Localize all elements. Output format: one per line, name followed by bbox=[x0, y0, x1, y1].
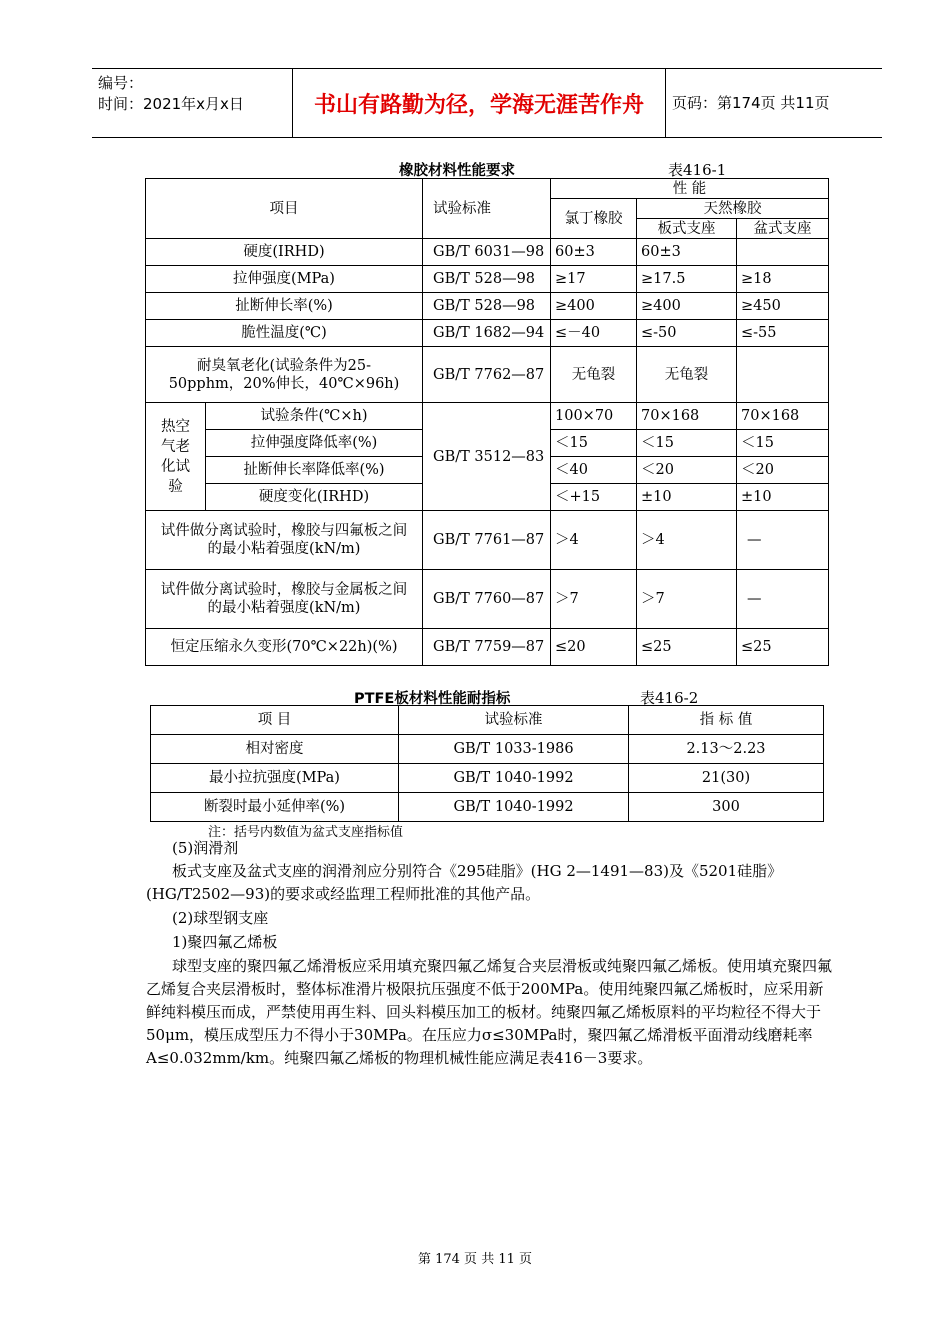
table-row bbox=[151, 764, 824, 793]
cell: 试件做分离试验时，橡胶与金属板之间的最小粘着强度(kN/m) bbox=[146, 570, 423, 629]
table-row bbox=[151, 735, 824, 764]
cell: 硬度变化(IRHD) bbox=[206, 484, 423, 511]
cell: GB/T 528—98 bbox=[423, 266, 551, 293]
table-row bbox=[146, 266, 829, 293]
th-natural-rubber: 天然橡胶 bbox=[637, 199, 829, 219]
cell: 断裂时最小延伸率(%) bbox=[151, 793, 399, 822]
th-standard: 试验标准 bbox=[399, 706, 629, 735]
table-row bbox=[146, 570, 829, 629]
cell: ≥17 bbox=[551, 266, 637, 293]
cell: ±10 bbox=[737, 484, 829, 511]
page-footer: 第 174 页 共 11 页 bbox=[417, 1252, 533, 1267]
cell: ＜20 bbox=[737, 457, 829, 484]
header-motto: 书山有路勤为径，学海无涯苦作舟 bbox=[292, 69, 666, 137]
section-heading-ptfe: 1)聚四氟乙烯板 bbox=[172, 933, 278, 951]
cell: 70×168 bbox=[737, 403, 829, 430]
cell: — bbox=[737, 511, 829, 570]
cell: ＞7 bbox=[637, 570, 737, 629]
table2-note: 注：括号内数值为盆式支座指标值 bbox=[208, 825, 404, 840]
cell: ≤-50 bbox=[637, 320, 737, 347]
table-row bbox=[146, 511, 829, 570]
date-label: 时间：2021年x月x日 bbox=[98, 95, 244, 113]
table-row bbox=[146, 403, 829, 430]
table2-number: 表416-2 bbox=[640, 689, 699, 707]
paragraph-ptfe: 球型支座的聚四氟乙烯滑板应采用填充聚四氟乙烯复合夹层滑板或纯聚四氟乙烯板。使用填充聚四氟乙烯复合夹层滑板时，整体标准滑片极限抗压强度不低于200MPa。使用纯聚四氟乙烯板时，应采用新鲜纯料模压而成，严禁使用再生料、回头料模压加工的板材。纯聚四氟乙烯板原料的平均粒径不得大于50μm，模压成型压力不得小于30MPa。在压应力σ≤30MPa时，聚四氟乙烯滑板平面滑动线磨耗率A≤0.032mm/km。纯聚四氟乙烯板的物理机械性能应满足表416－3要求。 bbox=[146, 957, 833, 1067]
header-page-number: 页码：第174页 共11页 bbox=[672, 94, 830, 112]
table-row bbox=[146, 320, 829, 347]
cell: GB/T 7759—87 bbox=[423, 629, 551, 666]
cell: 脆性温度(℃) bbox=[146, 320, 423, 347]
cell: 扯断伸长率降低率(%) bbox=[206, 457, 423, 484]
cell: ≤25 bbox=[637, 629, 737, 666]
cell: GB/T 1040-1992 bbox=[399, 793, 629, 822]
th-item: 项目 bbox=[146, 179, 423, 239]
cell: — bbox=[737, 570, 829, 629]
th-item: 项 目 bbox=[151, 706, 399, 735]
ptfe-properties-table bbox=[150, 705, 824, 822]
cell: 试验条件(℃×h) bbox=[206, 403, 423, 430]
cell: ≤25 bbox=[737, 629, 829, 666]
rubber-properties-table bbox=[145, 178, 829, 666]
th-chloroprene: 氯丁橡胶 bbox=[551, 199, 637, 239]
cell: 21(30) bbox=[629, 764, 824, 793]
cell: ≥450 bbox=[737, 293, 829, 320]
cell: ≤－40 bbox=[551, 320, 637, 347]
cell: GB/T 7762—87 bbox=[423, 347, 551, 403]
aging-test-label: 热空气老化试验 bbox=[146, 403, 206, 511]
cell: ≥17.5 bbox=[637, 266, 737, 293]
cell: 100×70 bbox=[551, 403, 637, 430]
header-meta bbox=[92, 69, 292, 137]
cell: ≥400 bbox=[637, 293, 737, 320]
table-row bbox=[146, 629, 829, 666]
cell: 60±3 bbox=[637, 239, 737, 266]
cell bbox=[737, 239, 829, 266]
table-row bbox=[151, 793, 824, 822]
cell: ≥18 bbox=[737, 266, 829, 293]
th-pot-bearing: 盆式支座 bbox=[737, 219, 829, 239]
cell: ＞4 bbox=[551, 511, 637, 570]
table-row bbox=[146, 347, 829, 403]
cell: GB/T 6031—98 bbox=[423, 239, 551, 266]
cell: GB/T 1033-1986 bbox=[399, 735, 629, 764]
cell: GB/T 528—98 bbox=[423, 293, 551, 320]
section-heading-lubricant: (5)润滑剂 bbox=[172, 839, 239, 857]
table-row bbox=[146, 293, 829, 320]
cell: ＞4 bbox=[637, 511, 737, 570]
cell: 耐臭氧老化(试验条件为25-50pphm，20%伸长，40℃×96h) bbox=[146, 347, 423, 403]
cell: 60±3 bbox=[551, 239, 637, 266]
cell: 硬度(IRHD) bbox=[146, 239, 423, 266]
cell: 相对密度 bbox=[151, 735, 399, 764]
cell: 70×168 bbox=[637, 403, 737, 430]
cell: ≤-55 bbox=[737, 320, 829, 347]
table2-title: PTFE板材料性能耐指标 bbox=[354, 691, 511, 707]
paragraph-lubricant: 板式支座及盆式支座的润滑剂应分别符合《295硅脂》(HG 2—1491—83)及《5201硅脂》(HG/T2502—93)的要求或经监理工程师批准的其他产品。 bbox=[146, 862, 783, 903]
th-value: 指 标 值 bbox=[629, 706, 824, 735]
page-header bbox=[92, 68, 882, 138]
section-heading-spherical-bearing: (2)球型钢支座 bbox=[172, 909, 269, 927]
th-performance: 性 能 bbox=[551, 179, 829, 199]
cell: ＜40 bbox=[551, 457, 637, 484]
cell: 2.13～2.23 bbox=[629, 735, 824, 764]
cell: ±10 bbox=[637, 484, 737, 511]
cell: 拉伸强度(MPa) bbox=[146, 266, 423, 293]
cell: ＜15 bbox=[737, 430, 829, 457]
cell: GB/T 7760—87 bbox=[423, 570, 551, 629]
cell: 300 bbox=[629, 793, 824, 822]
cell: ＜15 bbox=[637, 430, 737, 457]
table-row bbox=[146, 239, 829, 266]
cell: 恒定压缩永久变形(70℃×22h)(%) bbox=[146, 629, 423, 666]
cell: 无龟裂 bbox=[551, 347, 637, 403]
cell: 试件做分离试验时，橡胶与四氟板之间的最小粘着强度(kN/m) bbox=[146, 511, 423, 570]
th-standard: 试验标准 bbox=[423, 179, 551, 239]
cell: ＜20 bbox=[637, 457, 737, 484]
cell: ≥400 bbox=[551, 293, 637, 320]
cell: 无龟裂 bbox=[637, 347, 737, 403]
aging-test-standard: GB/T 3512—83 bbox=[423, 403, 551, 511]
cell: ＜+15 bbox=[551, 484, 637, 511]
cell: 最小拉抗强度(MPa) bbox=[151, 764, 399, 793]
cell: 拉伸强度降低率(%) bbox=[206, 430, 423, 457]
cell: ≤20 bbox=[551, 629, 637, 666]
cell: GB/T 1040-1992 bbox=[399, 764, 629, 793]
cell: ＞7 bbox=[551, 570, 637, 629]
cell: GB/T 7761—87 bbox=[423, 511, 551, 570]
cell: ＜15 bbox=[551, 430, 637, 457]
code-label: 编号： bbox=[98, 74, 144, 92]
th-plate-bearing: 板式支座 bbox=[637, 219, 737, 239]
table1-number: 表416-1 bbox=[668, 161, 727, 179]
cell: 扯断伸长率(%) bbox=[146, 293, 423, 320]
table1-title: 橡胶材料性能要求 bbox=[399, 163, 515, 179]
cell bbox=[737, 347, 829, 403]
cell: GB/T 1682—94 bbox=[423, 320, 551, 347]
